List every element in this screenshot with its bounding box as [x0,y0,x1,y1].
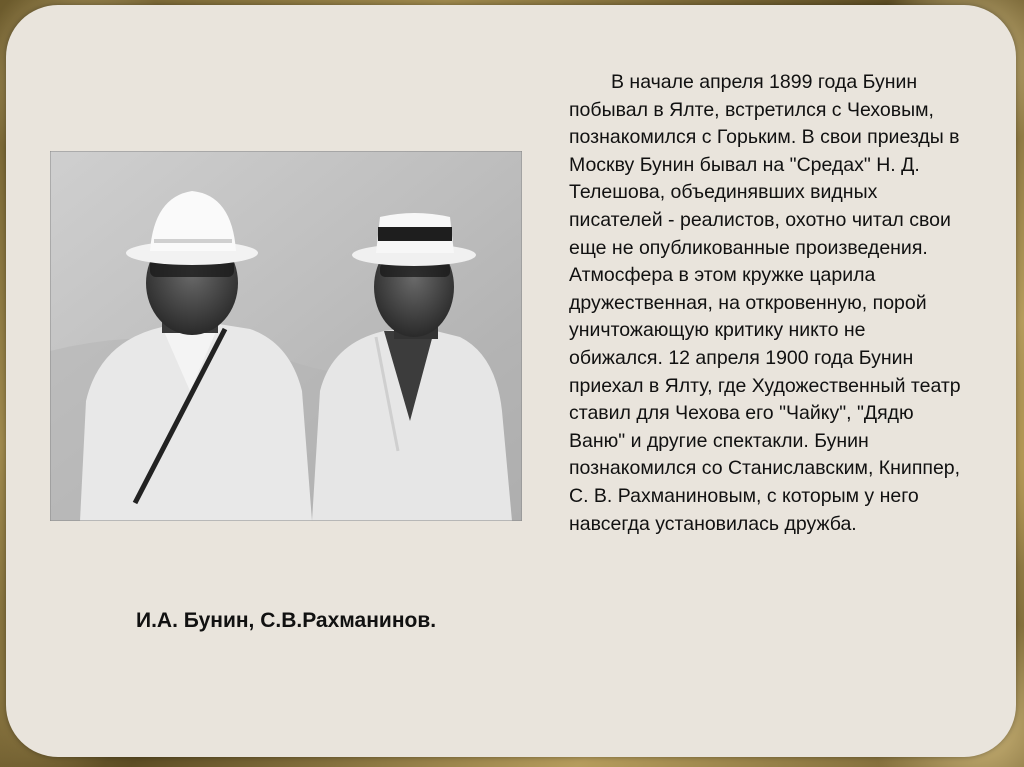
biography-paragraph: В начале апреля 1899 года Бунин побывал в Ялте, встретился с Чеховым, познакомился с Горьким. В свои приезды в Москву Бунин бывал на "Средах" Н. Д. Телешова, объединявших видных писателей - реалистов, охотно читал свои еще не опубликованные произведения. Атмосфера в этом кружке царила дружественная, на откровенную, порой уничтожающую критику никто не обижался. 12 апреля 1900 года Бунин приехал в Ялту, где Художественный театр ставил для Чехова его "Чайку", "Дядю Ваню" и другие спектакли. Бунин познакомился со Станиславским, Книппер, С. В. Рахманиновым, с которым у него навсегда установилась дружба. [569,71,961,535]
slide-panel [6,5,1016,757]
photo-caption: И.А. Бунин, С.В.Рахманинов. [136,609,437,632]
photo-bunin-rachmaninov [50,151,522,521]
